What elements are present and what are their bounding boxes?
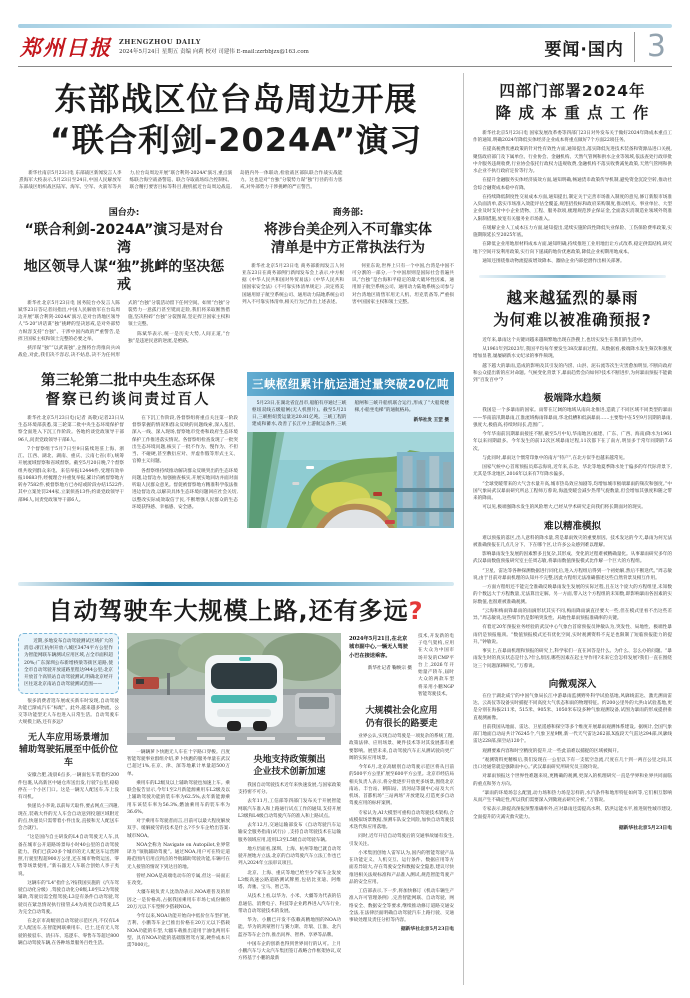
paragraph: 乘用车的L2级及以上辅助驾驶也加速上车。乘联会报告显示,今年1至2月新能源乘用车L2级及以上辅助驾驶功能的装车率为62.5%,去年新能源乘用车该装车率为56.3%,燃油乘用车的装车率为36.6%。 bbox=[127, 780, 230, 815]
paragraph: 我国自动驾驶技术近年来快速发展,与国家政策支持密不可分。 bbox=[238, 782, 341, 796]
auto-subhead-b: 央地支持政策频出 企业技术创新加速 bbox=[253, 754, 326, 778]
paragraph: 事实上,在暴雨机理和预报的研究上,科学家们一直在回答是什么、为什么、怎么办的问题。“暴雨发生时的真实状态是什么?什么原因,哪些因素在起主导作用?未来它会怎样发展?我们一直在围绕这三个问题深耕研究。”万蓉说。 bbox=[473, 649, 672, 669]
auto-col-c bbox=[238, 749, 341, 965]
mofcom-body bbox=[242, 263, 454, 309]
paragraph: “卫星、雷达等各种探测数据进行同化后,进入方程组后得到一个初始解,然后不断迭代。”周志敏说,由于目前对暴雨机理的认知并不完整,因此方程组无法准确描述这些自然背景及相互作用。 bbox=[473, 568, 672, 581]
auto-lede-text: 近期,多地发布自动驾驶测试区域扩大的消息:浙江杭州开放八城区3474平方公里作为智能网联车辆测试应用区域,占全市面积超20%;广东深圳公布新增桥梁等街区道路,使全市自动驾驶开放道路里程达944公里;北京开放首个高铁站自动驾驶测试,明确北京经开区往返北京南站自动驾驶测试范围—— bbox=[24, 638, 113, 688]
rain-subhead-1: 极端降水趋频 bbox=[543, 393, 601, 405]
paragraph: 在提升金融服务实体经济质效方面,通知明确,畅通货币政策传导机制,避免资金沉淀空转,推动社会综合融资成本稳中有降。 bbox=[473, 178, 672, 191]
paragraph: 在北京市高级别自动驾驶示范区内,不仅有L4无人配送车,在智能网联乘用车、巴士,还有无人驾驶的接驳车、清扫车、巡逻车、零售车等超过800辆自动驾驶车辆,在各种场景服务百姓生活。 bbox=[18, 919, 119, 946]
auto-col-right bbox=[349, 633, 454, 985]
paragraph: 5月23日,在湖北省宜昌市,船舶有序通过三峡枢纽双线五级船闸(无人机照片)。截至5月21日,三峡枢纽货运量达20.81亿吨。三峡工程的建成和蓄水,改善了长江中上游航运条件,三峡船闸和三峡升船机联合运行,形成了“大船爬楼梯,小船坐电梯”的通航格局。 bbox=[252, 400, 449, 428]
masthead-dateline: 2024年5月24日 星期五 责编 向莉 校对 司建伟 E-mail:zzrbbjzx@163.com bbox=[119, 48, 309, 55]
paragraph: 地方层面看,深圳、上海、杭州等地已就自动驾驶开展地方立法,北京的自动驾驶汽车立法工作也已列入2024年立法审议项目。 bbox=[238, 846, 341, 867]
paragraph: 目前我国从地面、雷达、卫星遥感和探空等多个维度开展暴雨观测体系建设。据统计,全国气象部门地面自动站共计76245个,气象卫星9颗,新一代天气雷达262部,X波段天气雷达294部,风廓线雷达228部,探空站120个。 bbox=[473, 724, 672, 745]
cost-headline-line1: 四部门部署2024年 bbox=[499, 82, 646, 100]
red-question-mark: ? bbox=[408, 596, 424, 625]
rain-headline-line1: 越来越猛烈的暴雨 bbox=[506, 289, 639, 307]
lead-headline-line1: 东部战区位台岛周边开展 bbox=[54, 80, 418, 118]
minibus-caption: 2024年5月21日,在北京城市副中心,一辆无人驾驶小巴在接送乘客。 bbox=[349, 635, 408, 659]
article-eco-inspection bbox=[18, 372, 238, 573]
paragraph: 在缓解企业人工成本压力方面,通知提出,延续实施阶段性降低失业保险、工伤保险费率政策,实施期限延长至2025年底。 bbox=[473, 225, 672, 238]
paragraph: 观测要素内容和时空精度的提升,让一些此前难以捕捉的区域被揭开。 bbox=[482, 748, 622, 754]
paragraph: 去年11月,工信部等四部门发布关于开展智能网联汽车准入和上路通行试点工作的通知,支持开展L3级和L4级自动驾驶汽车的准入和上路试点。 bbox=[238, 799, 341, 819]
paragraph: 这辆车的“L4”指什么?按我国实施的《汽车驾驶自动化分级》,驾驶自动化分6级,L0至L2为驾驶辅助,驾驶员需全程驾驶;L3是有条件自动驾驶,驾驶员在紧急情况执行接管;L4为高度自动驾驶,L5为完全自动驾驶。 bbox=[18, 880, 119, 915]
article-taiwan-office bbox=[18, 202, 230, 360]
taiwan-office-headline-line2: 地区领导人谋“独”挑衅的坚决惩戒 bbox=[23, 258, 225, 294]
paragraph: 通知还围绕推动物流提质增效降本、激励企业内部挖潜作出相关部署。 bbox=[482, 258, 625, 264]
paragraph: 同时,近年开启自动驾驶后的交通事故屡有发生,引发关注。 bbox=[349, 834, 454, 847]
paragraph: “云海和梅雨锋暴雨的雨滴形状其实不同,梅雨降雨滴直径要大一些,但在模式里看不出这些差异。”周志敏说,这些细节仍是影响突发性、局地性暴雨预报准确率的关键。 bbox=[473, 608, 672, 621]
paragraph: 对暴雨预报这个世界性难题来说,更精确的观测,更深入的机理研究一直是学界和业界共同面临的重点和努力方向。 bbox=[473, 774, 672, 787]
paragraph: 从1961年到2023年,我国平均每年要发生38次暴雨过程。从数据看,极端降水发生频次和强度增加显著,屡屡刷新水文纪录的事件频现。 bbox=[473, 347, 672, 360]
paragraph: “这是国内自主研发的L4自动驾驶无人车,具备在城市公开道路场景每小时40公里的自动驾驶能力。我们已获20多个城市的无人配送车运营牌照,行驶里程超900万公里,还在城市物资运送、零售等场景使用。”新石器无人车联合创始人李子夷说。 bbox=[18, 835, 119, 877]
paragraph: 各督察组持续推动解决群众反映突出的生态环境问题,边督边办,加强抽查核实,开展实地回访并面对面听取人民群众意见。督促被督察地方精准科学依法推进边督边改,以解决具体生态环境问题回应社会关切,以整改实际成效取信于民,不断增强人民群众的生态环境获得感、幸福感、安全感。 bbox=[132, 468, 238, 510]
auto-headline: 自动驾驶车大规模上路,还有多远? bbox=[48, 596, 424, 625]
paragraph: 我国是一个多暴雨的国家。雨带在辽阔的地域从南向北推进,造就了不同区域不同类型的暴雨——华南前汛期暴雨,江淮流域梅雨锋暴雨,华北低槽和低涡暴雨……主要集中在5至9月汛期的暴雨,强度大,极值高,持续时间长,范围广。 bbox=[473, 408, 672, 428]
minibus-photo bbox=[127, 633, 341, 745]
mofcom-headline-line1: 将涉台美企列入不可靠实体 bbox=[264, 221, 432, 238]
cost-body bbox=[473, 130, 672, 265]
article-cost-reduction bbox=[473, 81, 672, 265]
auto-subhead-c: 大规模社会化应用 仍有很长的路要走 bbox=[365, 706, 438, 729]
three-gorges-caption bbox=[247, 396, 454, 432]
paragraph: 难以预报的落区,出人意料的降水量,常是暴雨致灾的重要原因。技术发达的今天,暴雨为何无法被准确预报在几点几分下、下在哪个区,让许多公众感到难以理解。 bbox=[473, 535, 672, 548]
auto-col-b bbox=[127, 749, 230, 965]
page-number: 3 bbox=[634, 32, 670, 62]
masthead-info bbox=[119, 38, 309, 56]
section-divider bbox=[18, 582, 454, 586]
auto-col-b-body bbox=[127, 749, 230, 950]
three-gorges-panel bbox=[247, 372, 454, 573]
article-autonomous-driving bbox=[18, 591, 454, 985]
rail-divider bbox=[479, 275, 666, 278]
auto-col-left bbox=[18, 633, 119, 985]
auto-ending-credit: 据新华社北京5月23日电 bbox=[400, 926, 454, 933]
paragraph: 挟洋谋“独”“以武谋独”,企图将台湾推向兵凶战危,对此,我们决不容忍,决不姑息,决不为任何形式的“台独”分裂活动留下任何空间。如果“台独”分裂势力一意孤行甚至铤而走险,我们将采取断然措施,坚决粉碎“台独”分裂图谋,坚定捍卫国家主权和领土完整。 bbox=[18, 300, 230, 359]
paragraph: 安徽合肥,凌晨6点多,一辆面包车装着约200件包裹,从高新区中通仓库送出发,行驶7公里,稳稳停在一个小区门口。这是一辆无人配送车,车上没有司机。 bbox=[18, 773, 119, 801]
auto-col-c-body bbox=[238, 782, 341, 963]
rain-section-1 bbox=[473, 407, 672, 511]
three-gorges-headline: 三峡枢纽累计航运通过量突破20亿吨 bbox=[247, 372, 454, 396]
paragraph: 在持续降低制度性交易成本方面,通知提出,制定关于完善市场准入制度的意见,修订新版市场准入负面清单,落实市场准入效能评估全覆盖,规范招投标和政府采购制度,推动机关、事业单位、大型企业及时支付中小企业货物、工程、服务款项,梳理规范涉企保证金,全面落实消制造业领域外资准入限制措施,放宽有关服务业市场准入。 bbox=[473, 194, 672, 222]
paragraph: “全球变暖带来的大气含水量升高,城市热岛效应加剧等,均增加城市极端暴雨的频次和强度。”中国气象局武汉暴雨研究所总工程师万蓉说,海温变暖会减少热带气旋数量,但会增加其强度和随之带来的降雨。 bbox=[473, 481, 672, 501]
auto-continuation-text: 技术,开发新的电子电气架构,应用在大众为中国市场开发的CMP平台上,2026年开始量产轿车,届时大众的两款车型将采用小鹏NGP智能驾驶技术。 bbox=[418, 633, 454, 697]
rain-subhead-3: 向微观深入 bbox=[548, 678, 597, 690]
paragraph: 何亚东说,世界上只有一个中国,台湾是中国不可分割的一部分,一个中国原则是国际社会普遍共识,“台独”是台海和平稳定的最大破坏性因素。通用原子航空系统公司、通用动力陆地系统公司参与对台湾地区销售军用无人机、坦克装备等,严重损害中国国家主权和领土完整。 bbox=[352, 263, 454, 305]
paragraph: 小米集团创始人雷军认为,国内的智能驾驶产品在功能定义、人机交互、运行条件、数据应用等方面差异较大,存在驾驶安全和数据安全隐患,建议尽快推进相关法规标准和产品准入测试,规范智能驾驶产品的安全应用。 bbox=[349, 850, 454, 885]
eco-body bbox=[18, 415, 238, 573]
taiwan-office-headline-line1: “联合利剑-2024A”演习是对台湾 bbox=[24, 221, 224, 257]
paragraph: 国家气候中心首席预报员郑志海说,近年来,东北、华北等地夏季降水处于偏多的年代际背景下,尤其是华北地区,2016年以来有7年降水偏多。 bbox=[473, 465, 672, 478]
auto-lede-box bbox=[18, 633, 119, 694]
paragraph: 从技术上看,以华为、小米、大疆等为代表的信息通信、消费电子、科技等企业跨界进入汽车行业,带动自动驾驶技术的发展。 bbox=[238, 894, 341, 914]
three-gorges-credit: 新华社发 王罡 摄 bbox=[413, 418, 449, 424]
paragraph: 越下越大的暴雨,造成的影响及其引发的内涝、山洪、泥石流等次生灾害愈加明显,不断向政府和公众提出新的应对命题。气候变化背景下,暴雨趋势会向如何?技术不断进步,为何暴雨预报不能做到“百发百中”? bbox=[473, 363, 672, 383]
eco-headline-line2: 督察已约谈问责过百人 bbox=[45, 391, 211, 408]
paragraph: 影响暴雨发生发展的因素繁多且复杂,其形成、变化的过程难被精确量化。从事暴雨研究多年的武汉暴雨数值预报研究室主任周志敏,将暴雨数值预报模式比作解一个巨大的方程组。 bbox=[473, 552, 672, 565]
paragraph: 在提高税费优惠政策的针对性有效性方面,通知提出,落实降低先进技术装备和资源品进口关税,聚焦政府部门及下属单位、行业协会、金融机构、天然气管网和供水企业等领域,依法查处行政审批中介服务违规收费,行业协会依托行政权力违规收费,金融机构不落实收费减免政策,天然气管网和供水企业不执行政府定价等行为。 bbox=[473, 147, 672, 174]
paragraph: 陈斌华表示,统一是历史大势,人间正道,“台独”是违逆民意的逆流,是绝路。 bbox=[128, 331, 230, 344]
paragraph: 华为、小鹏已开发不依赖高精地图的NOA功能。华为的鸿蒙智行与赛力斯、奇瑞、江淮、北汽蓝谷等车企合作,推出问界、智界、享界等品牌。 bbox=[238, 918, 341, 938]
newspaper-name-english: ZHENGZHOU DAILY bbox=[119, 38, 201, 46]
paragraph: 可以见,极端强降水发生的风险增大,已经从学术研究走向我们将长期面对的现实。 bbox=[482, 505, 646, 511]
eco-headline-line1: 第三轮第二批中央生态环保 bbox=[41, 372, 215, 389]
paragraph: 在降低企业用地原材料成本方面,通知明确,持续推进工业用地出让方式改革,稳定供需结构,研究地下空间开发利用政策,实行向下递减的地价优惠政策,降低企业初期用地成本。 bbox=[473, 242, 672, 255]
auto-continuation bbox=[418, 633, 454, 700]
minibus bbox=[205, 655, 283, 731]
auto-intro: 很多消费者逛车展或买新车时发现,自动驾驶功能已渐成汽车“标配”。此外,越来越多物流、公交等功能型无人车也进入日常生活。自动驾驶车大规模上路,还有多远? bbox=[18, 698, 119, 726]
paragraph: 今年华南前汛期暴雨接连不断,截至5月中旬,华南地区(福建、广东、广西、海南)降水为1961年以来同期最多。今年发生的前12次区域暴雨过程,11次都下在了南方,明显多于常年同期的7.6次。 bbox=[473, 432, 672, 452]
mofcom-kicker: 商务部: bbox=[332, 207, 364, 218]
paragraph: 曾经,NOA是高端电动车的专属,但这一局面正在改变。 bbox=[127, 873, 230, 887]
auto-col-d-body bbox=[349, 733, 454, 924]
paragraph: 今年6月,北京高级别自动驾驶示范区将从目前的500平方公里扩展至600平方公里。北京市经信局相关负责人表示,将分批逐步开放更多场景,围绕北京南站、丰台站、朝阳站、清河站等副中心站及大兴机场、首都机场“三站两场”开放建设,打造更多自动驾驶应用的标杆案例。 bbox=[349, 765, 454, 807]
article-rainstorm bbox=[473, 288, 672, 831]
minibus-caption-box bbox=[349, 633, 412, 700]
paragraph: 7个督察组于5月7日至9日陆续进驻上海、浙江、江西、湖北、湖南、重庆、云南七省(市),统筹开展流域督察和省域督察。截至5月20日晚,7个督察组共收到群众来电、来信举报12444件,受理有效举报10683件,经梳理合并重复举报,累计向被督察地方转办7582件,被督察地方已办结或阶段办结1522件,其中立案处罚244家,立案侦查13件;约谈党政领导干部96人,问责党政领导干部6人。 bbox=[18, 446, 124, 503]
article-mofcom bbox=[242, 202, 454, 360]
paragraph: 工信部表示,下一步,将加快修订《机动车辆生产准入许可管理条例》,完善智能网联、自动驾驶、网络安全、数据安全等要求,继续推动修订道路交通安全法,在法律层面明确自动驾驶汽车上路行驶、交通事故处理及责任分担等内容。 bbox=[349, 889, 454, 924]
paragraph: 专家认为,AI大模型可重构自动驾驶技术架构,合成模拟场景数据,预测车队安全风险,加快自动驾驶技术迭代和应用落地。 bbox=[349, 810, 454, 831]
auto-middle-block bbox=[127, 633, 341, 985]
auto-subhead-a: 无人车应用场景增加 辅助驾驶拓展至中低价位车 bbox=[18, 732, 118, 768]
paragraph: 新华社北京5月23日电 国家发展改革委等四部门23日对外发布关于做好2024年降成本重点工作的通知,明确2024年降低实体经济企业成本将重点做好7个方面22项任务。 bbox=[473, 130, 672, 143]
auto-col-a-body bbox=[18, 772, 119, 947]
three-gorges-photo bbox=[247, 432, 454, 528]
paragraph: 中国车企的创新也得到世界同行的认可。上月小鹏汽车与大众汽车集团签订战略合作框架协议,双方将基于小鹏的最新 bbox=[238, 941, 341, 962]
newspaper-logo: 郑州日报 bbox=[20, 34, 112, 60]
section-name: 要闻·国内 bbox=[544, 39, 624, 60]
mofcom-headline-line2: 清单是中方正常执法行为 bbox=[271, 240, 425, 257]
paragraph: 对于乘用车驾驶者而言,目前可以最大程度解放双手、缓解疲劳的技术是什么?不少车企给出答案:城市NOA。 bbox=[127, 819, 230, 839]
paragraph: 大疆车载负责人沈劭劼表示,NOA难普及的原因之一是价格高,占据我国乘用车市场七成份额的20万元以下车型鲜少搭载NOA。 bbox=[127, 890, 230, 910]
paragraph: 有着近20年预报业务经验的武汉中心气象台首席预报员钟敏认为,突发性、局地性、极端性暴雨仍是预报瓶颈。“数值预报模式还有优化空间,实时观测资料不充足也限制了短临预报能力的提升。”钟敏说。 bbox=[473, 625, 672, 645]
cost-headline-line2: 降 成 本 重 点 工 作 bbox=[495, 104, 650, 123]
main-column bbox=[18, 73, 463, 985]
paragraph: 新华社南京5月23日电 东部战区新闻发言人李熹海军大校表示,5月23日至24日,中国人民解放军东部战区组织战区陆军、海军、空军、火箭军等兵力,位台岛周边开展“联合利剑-2024A”演习,重点演练联合海空战备警巡、联合夺取战场综合控制权、联合精打要害目标等科目,舰机抵近台岛周边战巡,岛链内外一体联动,检验战区部队联合作战实战能力。这也是对“台独”分裂势力谋“独”行径的有力惩戒,对外部势力干涉挑衅的严正警告。 bbox=[19, 170, 343, 191]
paragraph: 新华社北京5月23日电(记者 高敬)记者23日从生态环境部获悉,第三轮第二批中央生态环境保护督察全面进入下沉工作阶段。各地约谈党政领导干部96人,问责党政领导干部6人。 bbox=[18, 415, 124, 443]
taiwan-office-body bbox=[18, 300, 230, 360]
paragraph: 一辆辆萝卜快跑无人车在十字路口穿梭。百度智能驾驶事业群组介绍,萝卜快跑的服务单量在武汉已超过1%,在京、津、深等地累计单量超500万单。 bbox=[127, 749, 230, 777]
rain-section-2 bbox=[473, 535, 672, 670]
paragraph: 今年以来,NOA功能开始向中低价位车型扩展,吉利、小鹏等车企已推出价格在20万元以下搭载NOA功能的车型,大疆车载推出适用于油电两用车型、具有NOA功能的基础版智驾方案,硬件成本只需7000元。 bbox=[127, 914, 230, 949]
rain-intro bbox=[473, 337, 672, 385]
paragraph: “观测资料更精细后,我们发现在一公里以下有一支低空急流,尺度在几十到一两百公里之间,其出口处通常就是强降雨中心。”武汉暴雨研究所研究员王晓玲说。 bbox=[473, 757, 672, 770]
paragraph: 在下沉工作阶段,各督察组将重点关注第一阶段督察掌握的情况和群众反映的问题线索,深入基层、深入一线、深入现场,督察地市党委和政府生态环境保护工作推进落实情况。各督察组检查发现了一批突出生态环境问题,核实了一批不作为、慢作为、不担当、不碰硬,甚至敷衍应对、弄虚作假等形式主义、官僚主义问题。 bbox=[132, 415, 238, 465]
paragraph: 一方面方程组还不能完全准确反映暴雨发生发展的实际过程,且在这个庞大的方程组里,未知数的个数远大于方程数量,无法算出定解。另一方面,带入这个方程组的未知数,即影响暴雨各因素的实际数值,也很难被准确观测。 bbox=[473, 585, 672, 605]
lead-body bbox=[19, 170, 453, 192]
rain-section-3 bbox=[473, 693, 672, 821]
paragraph: “暴雨的环境场怎么配置,动力场和热力场是怎样的,水汽条件和地形特征如何等,它们相互影响从而产生不确定性,所以我们需要深入到微观去研究分析。”万蓉说。 bbox=[473, 790, 672, 803]
paragraph: 在位于湖北咸宁的中国气象局长江中游暴雨监测野外科学试验基地,风廓线雷达、激光测雨雷达、云高仪等设备实时捕捉不同高度大气状态和雨的物理特征。约200公里外的大洪山试验基地,更是分别在海拔211米、515米、905米、1050米布设多种气象观测设备,试图为暴雨的形成提供垂直观测画像。 bbox=[473, 693, 672, 721]
paragraph: 专家表示,除提高预报预警准确率外,应对暴雨还需提高水利、防洪运能水平,推进韧性城市建设,全面提升防灾减灾救灾能力。 bbox=[473, 807, 672, 820]
paragraph: 去年12月,交通运输部发布《自动驾驶汽车运输安全服务指南(试行)》,支持自动驾驶技术在运输服务领域应用,适用L3至L5级自动驾驶车辆。 bbox=[238, 823, 341, 843]
taiwan-office-kicker: 国台办: bbox=[108, 207, 140, 218]
paragraph: 新华社北京5月23日电 商务部新闻发言人何亚东23日在商务部例行新闻发布会上表示,中方根据《中华人民共和国对外贸易法》《中华人民共和国国家安全法》《不可靠实体清单规定》,决定将美国通用原子航空系统公司、通用动力陆地系统公司列入不可靠实体清单,相关行为已作出上述表述。 bbox=[242, 263, 344, 305]
paragraph: 与此同时,暴雨这个惯常印象中的南方“特产”,在北方似乎也越来越常见。 bbox=[482, 455, 628, 461]
rain-ending-credit: 据新华社北京5月23日电 bbox=[618, 824, 672, 831]
lead-headline-line2: “联合利剑-2024A”演习 bbox=[49, 120, 423, 159]
article-lead bbox=[18, 79, 454, 192]
paragraph: NOA全称为 Navigate on Autopilot,业界常译为“领航辅助驾驶”。通过NOA,用户可在特定道路范围内启用点到点的导航辅助驾驶功能,车辆可在无人接管的情况下到达目的地。 bbox=[127, 842, 230, 870]
masthead bbox=[18, 28, 672, 67]
rain-headline-line2: 为何难以被准确预报? bbox=[493, 311, 652, 330]
paragraph: 近年来,暴雨这个关键词越来越频繁地出现在热搜上,也切实发生在我们的生活中。 bbox=[482, 337, 646, 343]
right-rail bbox=[463, 73, 672, 985]
paragraph: 北京、上海、重庆等地已给至少7家车企发放L3级高速公路道路测试牌照,包括比亚迪、阿维塔、奔驰、宝马、智己等。 bbox=[238, 870, 341, 891]
paragraph: 业界公认,实现自动驾驶是一项复杂的系统工程,政策法律、应用场景、硬件技术等对其发展都有重要影响。展望未来,自动驾驶汽车正从测试驶向更广阔的实际应用场景。 bbox=[349, 734, 454, 761]
paragraph: 新华社北京5月23日电 国务院台办发言人陈斌华23日答记者问指出,中国人民解放军在台岛周边开展“联合利剑-2024A”演习,是对台湾地区领导人“5·20”讲话谋“独”挑衅的坚决惩戒,是对外部势力纵容支持“台独”、干涉中国内政的严重警告,是捍卫国家主权和领土完整的必要之举。 bbox=[18, 300, 120, 342]
minibus-caption-credit: 新华社记者 鞠焕宗 摄 bbox=[367, 665, 412, 671]
rain-subhead-2: 难以精准模拟 bbox=[543, 520, 601, 532]
paragraph: 快递员小李说,以前每天取件,要去网点三四趟,现在,装载大件的无人车会自动送到投递区域附近的点,快递员只需带着小件出发,直接和无人配送车会合就行。 bbox=[18, 804, 119, 832]
